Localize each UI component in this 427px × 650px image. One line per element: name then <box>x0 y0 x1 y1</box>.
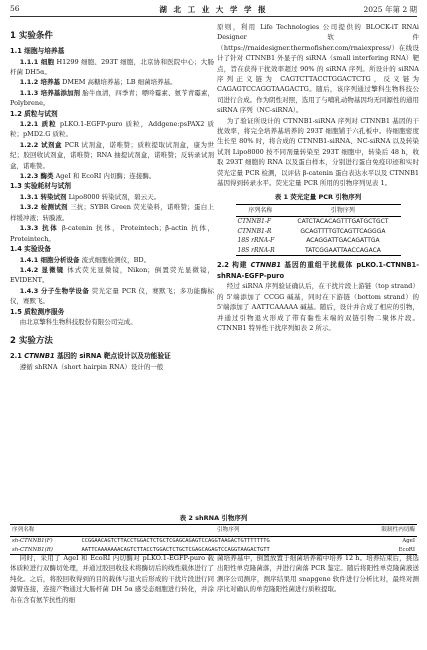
left-column <box>10 22 214 372</box>
item-1-3-2: 1.3.2 检测试剂 三抗；SYBR Green 荧光染料，诺唯赞；蛋白上样缓冲液；转膜液。 <box>10 203 214 222</box>
table-1 <box>236 204 401 257</box>
table-2-header: 引物序列 <box>79 525 377 537</box>
item-1-2-2: 1.2.2 试剂盒 PCR 试剂盒，诺唯赞；质粒提取试剂盒，康为世纪；胶回收试剂盒，诺唯赞；RNA 抽提试剂盒，诺唯赞；反转录试剂盒，诺唯赞。 <box>10 140 214 170</box>
subsection-2-2: 2.2 构建 CTNNB1 基因的重组干扰载体 pLKO.1-CTNNB1-shRNA-EGFP-puro <box>217 261 419 280</box>
table-2-header: 序列名称 <box>10 525 79 537</box>
table-1-caption: 表 1 荧光定量 PCR 引物序列 <box>274 192 362 201</box>
subsection-1-3: 1.3 实验耗材与试剂 <box>10 182 71 191</box>
table-row: 18S rRNA-R TATCGGAATTAACCAGACA <box>236 246 401 256</box>
journal-title: 湖 北 工 业 大 学 学 报 <box>159 5 268 14</box>
table-2-header: 限制性内切酶 <box>377 525 417 537</box>
section-1-heading: 1 实验条件 <box>10 31 53 41</box>
subsection-1-1: 1.1 细胞与培养基 <box>10 47 65 55</box>
table-1-header: 序列名称 <box>236 204 286 217</box>
item-1-3-1: 1.3.1 转染试剂 Lipo8000 转染试剂，碧云天。 <box>19 192 161 201</box>
table-row: CTNNB1-R GCAGTTTTGTCAGTTCAGGGA <box>237 227 386 235</box>
item-1-2-1: 1.2.1 质粒 pLKO.1-EGFP-puro 质粒，Addgene:psPAX2 质粒；pMD2.G 质粒。 <box>10 120 214 139</box>
paragraph-2-1-cont: 原则，利用 Life Technologies 公司提供的 BLOCK-iT RNAi Designer 软件（https://rnaidesigner.thermofisher.com/rnaiexpress/）在线设计了针对 CTNNB1 外显子的 siRNA（small interfering RNA）靶点，旨在获得干扰效率超过 90% 的 siRNA 序列。所设计的 siRNA 序列正义链为 CAGTCTTACCTGGACTCTG，反义链为 CAGAGTCCAGGTAAGACTG。随后，该序列通过擎科生物科技公司进行合成。作为阴性对照，选用了与哺乳动物基因均无同源性的通用 siRNA 序列（NC-siRNA）。 <box>217 23 419 115</box>
paragraph-1-5: 由北京擎科生物科技股份有限公司完成。 <box>19 318 137 327</box>
page-number: 56 <box>10 4 20 13</box>
page-header <box>10 4 417 16</box>
paragraph-ligation-cont: 菌培养基中，倒置放置于细菌培养箱中培养 12 h。培养结束后，挑选出阳性单克隆菌落，并进行菌落 PCR 鉴定。随后将阳性单克隆菌液送测序公司测序，测序结果用 snapgene 软件进行分析比对，最终对测序比对确认的单克隆阳性菌进行质粒提取。 <box>217 554 419 594</box>
table-row: CTNNB1-F CATCTACACAGTTTGATGCTGCT <box>237 218 389 226</box>
item-1-4-2: 1.4.2 显微镜 体式荧光显微镜，Nikon；倒置荧光显微镜，EVIDENT。 <box>10 265 214 285</box>
subsection-2-1: 2.1 CTNNB1 基因的 siRNA 靶点设计以及功能验证 <box>10 352 171 361</box>
subsection-1-5: 1.5 质粒测序服务 <box>10 307 65 316</box>
table-row: sh-CTNNB1(F) CCGGAACAGTCTTACCTGGACTCTGCTCGAGCAGAGTCCAGGTAAGACTGTTTTTTTG AgeI <box>12 537 415 544</box>
paragraph-2-2: 经过 siRNA 序列验证确认后，在干扰片段上游链（top strand）的 5'端添加了 CCGG 碱基，同时在下游链（bottom strand）的 5'端添加了 AATTCAAAAA 碱基。随后，设计并合成了相应的引物，并通过引物退火形成了带有黏性末端的双链引物二聚体片段。CTNNB1 特异性干扰序列如表 2 所示。 <box>217 282 419 333</box>
bottom-right-column <box>217 553 419 595</box>
header-rule <box>10 16 417 17</box>
item-1-1-1: 1.1.1 细胞 H1299 细胞、293T 细胞，北京协和医院中心；大肠杆菌 DH5α。 <box>10 57 214 76</box>
item-1-3-3: 1.3.3 抗体 β-catenin 抗体，Proteintech；β-actin 抗体，Proteintech。 <box>10 224 214 243</box>
paragraph-2-1-start: 遵循 shRNA（short hairpin RNA）设计的一般 <box>19 362 164 371</box>
item-1-2-3: 1.2.3 酶类 AgeI 和 EcoRI 内切酶；连接酶。 <box>19 172 156 181</box>
paragraph-2-1-validation: 为了验证所设计的 CTNNB1-siRNA 序列对 CTNNB1 基因的干扰效率，将完全培养基培养的 293T 细胞铺于六孔板中。待细胞密度生长至 80% 时，将合成的 CTNNB1-siRNA、NC-siRNA 以及转染试剂 Lipo8000 按不同剂量转染至 293T 细胞中，转染后 48 h，收取 293T 细胞的 RNA 以及蛋白样本，分别进行蛋白免疫印迹和实时荧光定量 PCR 检测，以评估 β-catenin 蛋白表达水平以及 CTNNB1 基因得到转录水平。荧光定量 PCR 所用的引物序列见表 1。 <box>217 116 419 188</box>
table-2-block <box>10 513 417 555</box>
issue-label: 2025 年第 2 期 <box>363 5 417 14</box>
right-column <box>217 22 419 333</box>
item-1-1-2: 1.1.2 培养基 DMEM 高糖培养基；LB 细菌培养基。 <box>19 78 177 87</box>
subsection-1-4: 1.4 实验设备 <box>10 245 51 253</box>
table-row: sh-CTNNB1(R) AATTCAAAAAAACAGTCTTACCTGGACTCTGCTCGAGCAGAGTCCAGGTAAGACTGTT EcoRI <box>10 546 417 555</box>
section-2-heading: 2 实验方法 <box>10 336 53 347</box>
bottom-left-column <box>10 553 214 605</box>
item-1-4-3: 1.4.3 分子生物学设备 荧光定量 PCR 仪，赛默飞；多功能酶标仪，赛默飞。 <box>10 286 214 306</box>
table-row: 18S rRNA-F ACAGGATTGACAGATTGA <box>237 237 380 245</box>
table-2-caption: 表 2 shRNA 引物序列 <box>179 514 248 522</box>
item-1-4-1: 1.4.1 细胞分析设备 流式细胞检测仪，BD。 <box>19 255 151 264</box>
paragraph-ligation: 同时，采用了 AgeI 和 EcoRI 内切酶对 pLKO.1-EGFP-puro 载体质粒进行双酶切处理，并通过胶回收技术将酶切后的线性载体进行了纯化。之后，将胶回收得到的目的载体与退火后形成的干扰片段进行同源臂连接，连接产物通过大肠杆菌 DH 5α 感受态细胞进行转化，并涂布在含有氨苄抗性的细 <box>10 554 214 604</box>
item-1-1-3: 1.1.3 培养基添加剂 胎牛血清，四季青；嘌呤霉素、氨苄青霉素，Polybrene。 <box>10 88 214 108</box>
table-1-header: 引物序列 <box>285 204 400 217</box>
subsection-1-2: 1.2 质粒与试剂 <box>10 109 58 118</box>
table-2 <box>10 524 417 555</box>
